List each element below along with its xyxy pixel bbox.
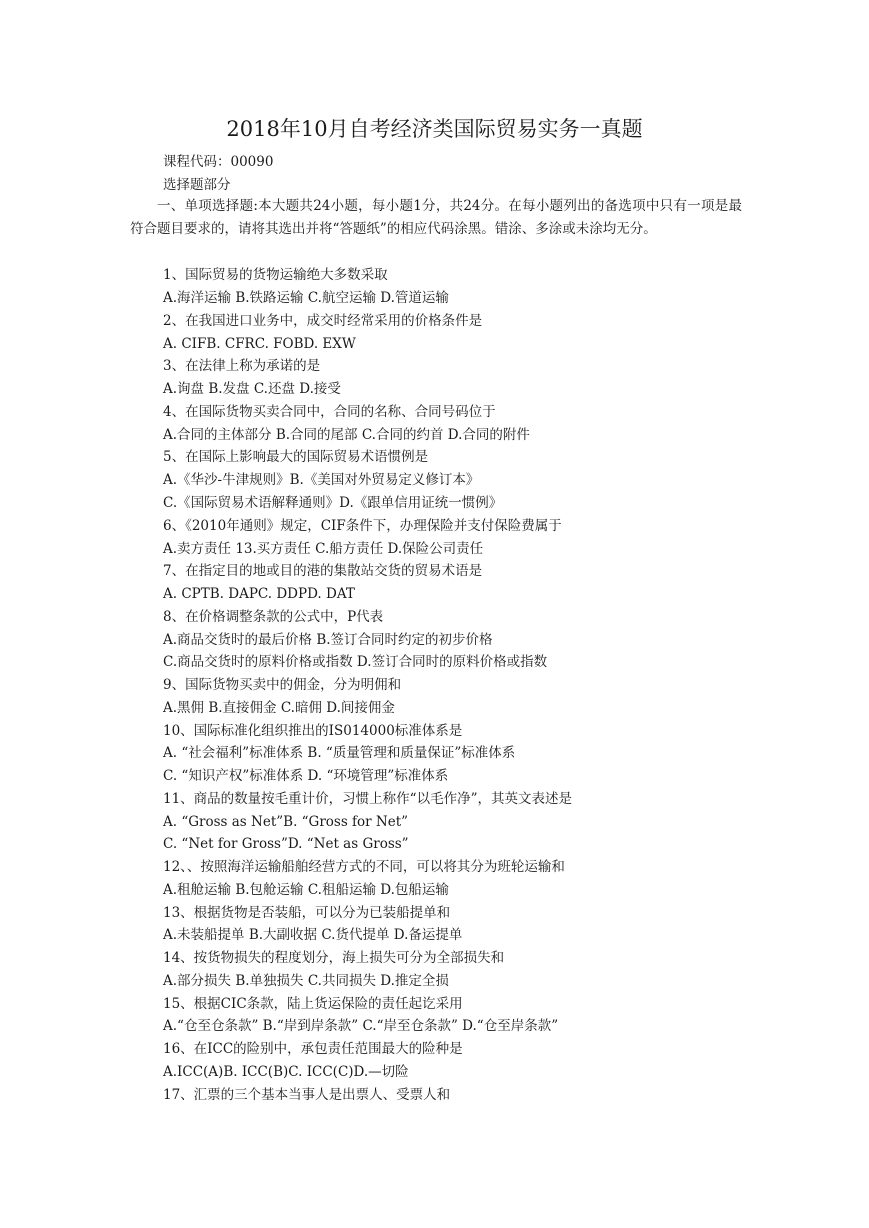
question-9: 9、国际货物买卖中的佣金，分为明佣和 xyxy=(163,677,402,693)
course-code: 课程代码：00090 xyxy=(163,154,274,170)
question-3-options: A.询盘 B.发盘 C.还盘 D.接受 xyxy=(163,381,341,397)
question-14-options: A.部分损失 B.单独损失 C.共同损失 D.推定全损 xyxy=(163,973,449,989)
question-4: 4、在国际货物买卖合同中，合同的名称、合同号码位于 xyxy=(163,404,496,420)
question-10-options-ab: A. “社会福利”标准体系 B. “质量管理和质量保证”标准体系 xyxy=(163,745,516,761)
question-13-options: A.未装船提单 B.大副收据 C.货代提单 D.备运提单 xyxy=(163,927,463,943)
question-10-options-cd: C. “知识产权”标准体系 D. “环境管理”标准体系 xyxy=(163,768,449,784)
question-2-options: A. CIFB. CFRC. FOBD. EXW xyxy=(163,336,356,352)
question-6: 6、《2010年通则》规定，CIF条件下，办理保险并支付保险费属于 xyxy=(163,518,562,534)
question-16-options: A.ICC(A)B. ICC(B)C. ICC(C)D.—切险 xyxy=(163,1064,409,1080)
question-9-options: A.黑佣 B.直接佣金 C.暗佣 D.间接佣金 xyxy=(163,700,395,716)
page-title: 2018年10月自考经济类国际贸易实务一真题 xyxy=(226,117,643,141)
question-5-options-ab: A.《华沙-牛津规则》B.《美国对外贸易定义修订本》 xyxy=(163,472,480,488)
question-3: 3、在法律上称为承诺的是 xyxy=(163,358,321,374)
question-4-options: A.合同的主体部分 B.合同的尾部 C.合同的约首 D.合同的附件 xyxy=(163,427,530,443)
question-16: 16、在ICC的险别中，承包责任范围最大的险种是 xyxy=(163,1041,463,1057)
question-14: 14、按货物损失的程度划分，海上损失可分为全部损失和 xyxy=(163,950,505,966)
question-1: 1、国际贸易的货物运输绝大多数采取 xyxy=(163,267,388,283)
question-11-options-cd: C. “Net for Gross”D. “Net as Gross” xyxy=(163,836,409,852)
question-13: 13、根据货物是否装船，可以分为已装船提单和 xyxy=(163,905,451,921)
section-heading: 选择题部分 xyxy=(163,177,231,193)
question-12-options: A.租舱运输 B.包舱运输 C.租船运输 D.包船运输 xyxy=(163,882,449,898)
question-11-options-ab: A. “Gross as Net”B. “Gross for Net” xyxy=(163,814,409,830)
question-1-options: A.海洋运输 B.铁路运输 C.航空运输 D.管道运输 xyxy=(163,290,449,306)
question-5-options-cd: C.《国际贸易术语解释通则》D.《跟单信用证统一惯例》 xyxy=(163,495,503,511)
question-7-options: A. CPTB. DAPC. DDPD. DAT xyxy=(163,586,355,602)
instructions-paragraph: 一、单项选择题:本大题共24小题，每小题1分，共24分。在每小题列出的备选项中只有一项是最符合题目要求的，请将其选出并将“答题纸”的相应代码涂黑。错涂、多涂或未涂均无分。 xyxy=(130,198,742,237)
question-5: 5、在国际上影响最大的国际贸易术语惯例是 xyxy=(163,449,429,465)
question-8-options-ab: A.商品交货时的最后价格 B.签订合同时约定的初步价格 xyxy=(163,632,493,648)
question-8-options-cd: C.商品交货时的原料价格或指数 D.签订合同时的原料价格或指数 xyxy=(163,654,548,670)
question-6-options: A.卖方责任 13.买方责任 C.船方责任 D.保险公司责任 xyxy=(163,541,484,557)
question-10: 10、国际标准化组织推出的IS014000标准体系是 xyxy=(163,723,463,739)
question-15-options: A.“仓至仓条款” B.“岸到岸条款” C.“岸至仓条款” D.“仓至岸条款” xyxy=(163,1018,559,1034)
question-15: 15、根据CIC条款，陆上货运保险的责任起讫采用 xyxy=(163,996,463,1012)
question-8: 8、在价格调整条款的公式中，P代表 xyxy=(163,609,384,625)
question-2: 2、在我国进口业务中，成交时经常采用的价格条件是 xyxy=(163,313,483,329)
question-17: 17、汇票的三个基本当事人是出票人、受票人和 xyxy=(163,1087,451,1103)
question-11: 11、商品的数量按毛重计价，习惯上称作“以毛作净”，其英文表述是 xyxy=(163,791,572,807)
question-7: 7、在指定目的地或目的港的集散站交货的贸易术语是 xyxy=(163,563,483,579)
question-12: 12、、按照海洋运输船舶经营方式的不同，可以将其分为班轮运输和 xyxy=(163,859,565,875)
